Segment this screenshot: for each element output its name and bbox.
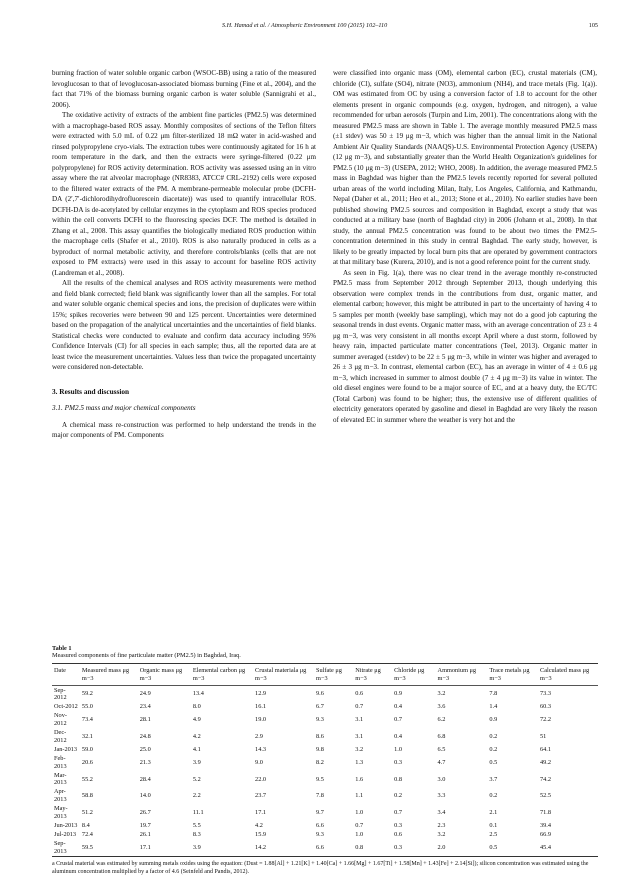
table-cell: 9.3 bbox=[316, 716, 324, 724]
table-row bbox=[52, 839, 598, 856]
table-cell: 9.6 bbox=[316, 690, 324, 698]
table-cell: 9.8 bbox=[316, 745, 324, 753]
table-cell: Oct-2012 bbox=[54, 703, 78, 711]
table-cell: 0.4 bbox=[394, 733, 402, 741]
table-cell: Sep-2013 bbox=[54, 840, 67, 855]
table-cell: 24.8 bbox=[139, 733, 151, 741]
table-cell: 6.6 bbox=[316, 843, 324, 851]
table-cell: 2.9 bbox=[255, 733, 263, 741]
table-cell: 4.1 bbox=[192, 745, 201, 753]
table-cell: 28.4 bbox=[139, 775, 151, 783]
table-cell: 45.4 bbox=[540, 843, 552, 851]
paragraph: All the results of the chemical analyses and ROS activity measurements were method and field blank corrected; field blank was significantly lower than all the samples. For total and water soluble organic chemical species and ions, the precision of duplicates were within 15%; spikes recoveries were between 90 and 125 percent. Uncertainties were determined based on the propagation of the analytical uncertainties and the uncertainties of field blanks. Statistical checks were conducted to evaluate and confirm data accuracy including 95% Confidence Intervals (CI) for all species in each sample; thus, all the reported data are at least twice the measurement uncertainties. Values less than twice the propagated uncertainty were considered non-detectable. bbox=[52, 279, 316, 371]
table-cell: 58.8 bbox=[81, 792, 93, 800]
running-header: S.H. Hamad et al. / Atmospheric Environment 100 (2015) 102–110 bbox=[222, 22, 388, 29]
table-caption: Measured components of fine particulate matter (PM2.5) in Baghdad, Iraq. bbox=[52, 652, 241, 659]
table-cell: 4.7 bbox=[437, 758, 446, 766]
table-cell: 51 bbox=[540, 733, 547, 741]
paragraph: were classified into organic mass (OM), elemental carbon (EC), crustal materials (CM), chloride (Cl), sulfate (SO4), nitrate (NO3), ammonium (NH4), and trace metals (Fig. 1(a)). OM was estimated from OC by using a conversion factor of 1.8 to account for the other elements present in organic compounds (e.g. oxygen, hydrogen, and nitrogen), a value recommended for urban aerosols (Turpin and Lim, 2001). The concentrations along with the measured PM2.5 mass are shown in Table 1. The average monthly measured PM2.5 mass (±1 stdev) was 50 ± 19 μg m−3, which was higher than the annual limit in the National Ambient Air Quality Standards (NAAQS)-U.S. Environmental Protection Agency (USEPA) (12 μg m−3), and substantially greater than the World Health Organization's guidelines for PM2.5 (10 μg m−3) (USEPA, 2012; WHO, 2008). In addition, the average measured PM2.5 mass in Baghdad was higher than the PM2.5 levels recently reported for several polluted urban areas of the world including Milan, Italy, Los Angeles, California, and Kathmandu, Nepal (Daher et al., 2011; Heo et al., 2013; Stone et al., 2010). No earlier studies have been published showing PM2.5 sources and composition in Baghdad, except a study that was conducted at a military base (north of Baghdad city) in 2006 (Johann et al., 2008). In that study, the annual PM2.5 concentration was found to be about two times the PM2.5-concentration determined in this study in central Baghdad. The early study, however, is likely to be greatly impacted by local burn pits that are operated by government contractors at that military base (Kurera, 2010), and is not a good reference point for the current study. bbox=[333, 69, 597, 266]
table-cell: 8.3 bbox=[192, 831, 201, 839]
table-cell: 3.2 bbox=[437, 831, 446, 839]
table-cell: 13.4 bbox=[192, 690, 204, 698]
table-cell: 49.2 bbox=[540, 758, 552, 766]
table-cell: 26.1 bbox=[139, 831, 151, 839]
table-cell: 52.5 bbox=[540, 792, 552, 800]
table-cell: 8.6 bbox=[316, 733, 324, 741]
table-cell: 64.1 bbox=[540, 745, 552, 753]
table-cell: 6.5 bbox=[437, 745, 446, 753]
table-cell: 0.3 bbox=[394, 758, 402, 766]
table-cell: Sep-2012 bbox=[54, 686, 67, 702]
table-cell: 0.7 bbox=[355, 822, 364, 830]
table-cell: May-2013 bbox=[54, 805, 68, 821]
table-header-cell: Elemental carbon μg m−3 bbox=[191, 664, 253, 686]
table-cell: 32.1 bbox=[81, 733, 93, 741]
table-cell: 1.4 bbox=[489, 703, 498, 711]
table-cell: 8.0 bbox=[192, 703, 201, 711]
paragraph: burning fraction of water soluble organic carbon (WSOC-BB) using a ratio of the measured levoglucosan to that of levoglucosan-associated biomass burning (Fine et al., 2004), and the fact that 71% of the biomass burning organic carbon is water soluble (Sannigrahi et al., 2006). bbox=[52, 69, 316, 109]
table-cell: 20.6 bbox=[81, 758, 93, 766]
table-cell: 0.9 bbox=[394, 690, 402, 698]
table-cell: 3.3 bbox=[437, 792, 446, 800]
table-cell: 3.2 bbox=[437, 690, 446, 698]
table-cell: 3.9 bbox=[192, 758, 201, 766]
table-cell: 0.2 bbox=[489, 745, 498, 753]
table-cell: Jan-2013 bbox=[54, 745, 78, 753]
table-cell: Mar-2013 bbox=[54, 771, 67, 787]
table-cell: 21.3 bbox=[139, 758, 151, 766]
table-cell: 19.0 bbox=[255, 716, 267, 724]
table-cell: 0.7 bbox=[394, 809, 402, 817]
paragraph: As seen in Fig. 1(a), there was no clear trend in the average monthly re-constructed PM2.5 mass from September 2012 through September 2013, though underlying this observation were complex trends in the contributions from dust, organic matter, and elemental carbon; however, this might be attributed in part to the uncertainty of having 4 to 5 samples per month (weekly base sampling), which may not do a good job capturing the seasonal trends in dust events. Organic matter mass, with an average concentration of 23 ± 4 μg m−3, was very consistent in all months except April where a dust storm, followed by heavy rain, impacted particulate matter concentrations (Teel, 2013). Organic matter in summer averaged (±stdev) to be 22 ± 5 μg m−3, while in winter was higher and averaged to 26 ± 3 μg m−3. In contrast, elemental carbon (EC), has an average in winter of 4 ± 0.6 μg m−3, which increased in summer to almost double (7 ± 4 μg m−3) its value in winter. The old diesel engines were found to be a major source of EC, and at a heavy duty, the EC/TC (Total Carbon) was found to be higher; thus, the extensive use of different qualities of electricity generators operated by gasoline and diesel in Baghdad are very likely the reason of elevated EC in summer where the weather is very hot and the bbox=[333, 268, 597, 424]
paragraph: A chemical mass re-construction was performed to help understand the trends in the major components of PM. Components bbox=[52, 420, 316, 439]
table-cell: 23.4 bbox=[139, 703, 151, 711]
table-cell: 12.9 bbox=[255, 690, 267, 698]
table-cell: 51.2 bbox=[81, 809, 93, 817]
table-header-cell: Calculated mass μg m−3 bbox=[538, 664, 598, 686]
table-cell: 6.7 bbox=[316, 703, 324, 711]
table-cell: 3.9 bbox=[192, 843, 201, 851]
table-cell: 0.9 bbox=[489, 716, 498, 724]
table-cell: 15.9 bbox=[255, 831, 267, 839]
table-cell: Feb-2013 bbox=[54, 754, 67, 770]
table-cell: 0.4 bbox=[394, 703, 402, 711]
table-cell: 0.2 bbox=[489, 792, 498, 800]
table-cell: 9.7 bbox=[316, 809, 324, 817]
table-cell: Apr-2013 bbox=[54, 788, 67, 804]
table-cell: 17.1 bbox=[255, 809, 267, 817]
table-row bbox=[52, 771, 598, 788]
table-cell: 0.5 bbox=[489, 758, 498, 766]
page-number: 105 bbox=[588, 22, 598, 29]
table-body bbox=[52, 686, 598, 857]
table-cell: 1.1 bbox=[355, 792, 364, 800]
table-cell: 71.8 bbox=[540, 809, 552, 817]
left-column bbox=[52, 68, 316, 441]
table-cell: 17.1 bbox=[139, 843, 151, 851]
table-row bbox=[52, 788, 598, 805]
table-cell: 6.2 bbox=[437, 716, 446, 724]
table-cell: 2.0 bbox=[437, 843, 446, 851]
table-cell: 2.3 bbox=[437, 822, 446, 830]
table-header-cell: Measured mass μg m−3 bbox=[80, 664, 138, 686]
table-cell: 24.9 bbox=[139, 690, 151, 698]
table-cell: 2.5 bbox=[489, 831, 498, 839]
table-cell: 22.0 bbox=[255, 775, 267, 783]
table-cell: 8.4 bbox=[81, 822, 90, 830]
table-cell: 2.1 bbox=[489, 809, 498, 817]
table-cell: 73.3 bbox=[540, 690, 552, 698]
table-row bbox=[52, 745, 598, 754]
table-cell: 26.7 bbox=[139, 809, 151, 817]
table-cell: 19.7 bbox=[139, 822, 151, 830]
table-cell: 0.6 bbox=[355, 690, 364, 698]
table-row bbox=[52, 729, 598, 746]
table-cell: 25.0 bbox=[139, 745, 151, 753]
table-cell: 8.2 bbox=[316, 758, 324, 766]
data-table bbox=[52, 663, 598, 857]
table-cell: 55.0 bbox=[81, 703, 93, 711]
table-cell: 73.4 bbox=[81, 716, 93, 724]
section-heading: 3. Results and discussion bbox=[52, 386, 130, 396]
table-cell: Jul-2013 bbox=[54, 831, 77, 839]
table-cell: 6.8 bbox=[437, 733, 446, 741]
table-header-cell: Date bbox=[52, 664, 80, 686]
table-header-cell: Sulfate μg m−3 bbox=[314, 664, 353, 686]
table-cell: 28.1 bbox=[139, 716, 151, 724]
table-header-cell: Nitrate μg m−3 bbox=[353, 664, 392, 686]
table-cell: 66.9 bbox=[540, 831, 552, 839]
table-cell: 1.0 bbox=[394, 745, 402, 753]
table-cell: 14.3 bbox=[255, 745, 267, 753]
table-cell: 4.2 bbox=[255, 822, 263, 830]
table-cell: Nov-2012 bbox=[54, 712, 67, 728]
table-cell: 0.8 bbox=[355, 843, 364, 851]
table-footnote: a Crustal material was estimated by summing metals oxides using the equation: (Dust = 1.88[Al] + 1.21[K] + 1.40[Ca] + 1.66[Mg] + 1.67[Ti] + 1.58[Mn] + 1.43[Fe] + 2.14[Si]); silicon concentration was estimated using the aluminum concentration multiplied by a factor of 4.6 (Seinfeld and Pandis, 2012). bbox=[52, 861, 589, 876]
table-cell: 60.3 bbox=[540, 703, 552, 711]
table-cell: 1.3 bbox=[355, 758, 364, 766]
table-cell: 3.4 bbox=[437, 809, 446, 817]
table-header-cell: Trace metals μg m−3 bbox=[487, 664, 538, 686]
table-cell: 0.5 bbox=[489, 843, 498, 851]
table-row bbox=[52, 821, 598, 830]
table-cell: 0.7 bbox=[355, 703, 364, 711]
table-cell: 1.0 bbox=[355, 831, 364, 839]
table-cell: 4.2 bbox=[192, 733, 201, 741]
table-row bbox=[52, 830, 598, 839]
table-cell: 0.6 bbox=[394, 831, 402, 839]
table-cell: 0.1 bbox=[489, 822, 498, 830]
table-cell: 1.0 bbox=[355, 809, 364, 817]
table-cell: 74.2 bbox=[540, 775, 552, 783]
table-cell: 3.0 bbox=[437, 775, 446, 783]
right-column bbox=[333, 68, 597, 425]
table-cell: 4.9 bbox=[192, 716, 201, 724]
table-cell: 72.4 bbox=[81, 831, 93, 839]
table-cell: 0.3 bbox=[394, 843, 402, 851]
table-cell: 3.6 bbox=[437, 703, 446, 711]
table-header-cell: Organic mass μg m−3 bbox=[138, 664, 191, 686]
table-cell: 55.2 bbox=[81, 775, 93, 783]
table-cell: 7.8 bbox=[316, 792, 324, 800]
table-cell: 9.3 bbox=[316, 831, 324, 839]
table-header-cell: Chloride μg m−3 bbox=[392, 664, 435, 686]
table-row bbox=[52, 712, 598, 729]
table-cell: 11.1 bbox=[192, 809, 204, 817]
table-cell: 7.8 bbox=[489, 690, 498, 698]
table-cell: 0.2 bbox=[489, 733, 498, 741]
table-row bbox=[52, 686, 598, 703]
table-cell: 14.0 bbox=[139, 792, 151, 800]
table-cell: 59.0 bbox=[81, 745, 93, 753]
table-cell: 9.0 bbox=[255, 758, 263, 766]
table-label: Table 1 bbox=[52, 645, 72, 652]
paragraph: The oxidative activity of extracts of the ambient fine particles (PM2.5) was determined with a macrophage-based ROS assay. Monthly composites of sections of the Teflon filters were extracted with 5.0 mL of 0.22 μm filter-sterilized 18 mΩ water in acid-washed and rinsed polypropylene cryo-vials. The extraction tubes were continuously agitated for 16 h at room temperature in the dark, and then the extracts were syringe-filtered (0.22 μm polypropylene) for ROS activity determination. ROS activity was assessed using an in vitro assay where the rat alveolar macrophage (NR8383, ATCC# CRL-2192) cells were exposed to the filtered water extracts of the PM. A membrane-permeable molecular probe (DCFH-DA (2′,7′-dichlorodihydrofluorescein diacetate)) was used to quantify intracellular ROS. DCFH-DA is de-acetylated by cellular enzymes in the cytoplasm and ROS species produced within the cell converts DCFH to the fluorescing species DCF. The method is detailed in Zhang et al., 2008. This assay quantifies the biologically mediated ROS production within the macrophage cells (Shafer et al., 2010). ROS is also naturally produced in cells as a byproduct of normal metabolic activity, and therefore controls/blanks (cells that are not exposed to PM extracts) were used in this assay to account for baseline ROS activity (Landreman et al., 2008). bbox=[52, 111, 316, 277]
table-cell: 2.2 bbox=[192, 792, 201, 800]
table-cell: 1.6 bbox=[355, 775, 364, 783]
table-cell: Jun-2013 bbox=[54, 822, 78, 830]
table-cell: 5.2 bbox=[192, 775, 201, 783]
subsection-heading: 3.1. PM2.5 mass and major chemical components bbox=[52, 404, 196, 412]
table-cell: 0.2 bbox=[394, 792, 402, 800]
table-cell: 23.7 bbox=[255, 792, 267, 800]
table-cell: 72.2 bbox=[540, 716, 552, 724]
table-cell: 14.2 bbox=[255, 843, 267, 851]
table-cell: 0.3 bbox=[394, 822, 402, 830]
table-1 bbox=[52, 645, 598, 876]
table-cell: 59.2 bbox=[81, 690, 93, 698]
table-cell: 0.7 bbox=[394, 716, 402, 724]
table-cell: 3.2 bbox=[355, 745, 364, 753]
table-row bbox=[52, 754, 598, 771]
table-header-row bbox=[52, 664, 598, 686]
table-cell: 9.5 bbox=[316, 775, 324, 783]
table-header-cell: Ammonium μg m−3 bbox=[436, 664, 488, 686]
table-cell: 3.7 bbox=[489, 775, 498, 783]
table-cell: 3.1 bbox=[355, 733, 364, 741]
table-cell: 0.8 bbox=[394, 775, 402, 783]
table-cell: 5.5 bbox=[192, 822, 201, 830]
table-row bbox=[52, 703, 598, 712]
table-cell: 16.1 bbox=[255, 703, 267, 711]
table-cell: 3.1 bbox=[355, 716, 364, 724]
table-cell: 59.5 bbox=[81, 843, 93, 851]
table-cell: 6.6 bbox=[316, 822, 324, 830]
table-header-cell: Crustal materiala μg m−3 bbox=[253, 664, 314, 686]
table-cell: 39.4 bbox=[540, 822, 552, 830]
table-row bbox=[52, 805, 598, 822]
table-cell: Dec-2012 bbox=[54, 729, 67, 744]
